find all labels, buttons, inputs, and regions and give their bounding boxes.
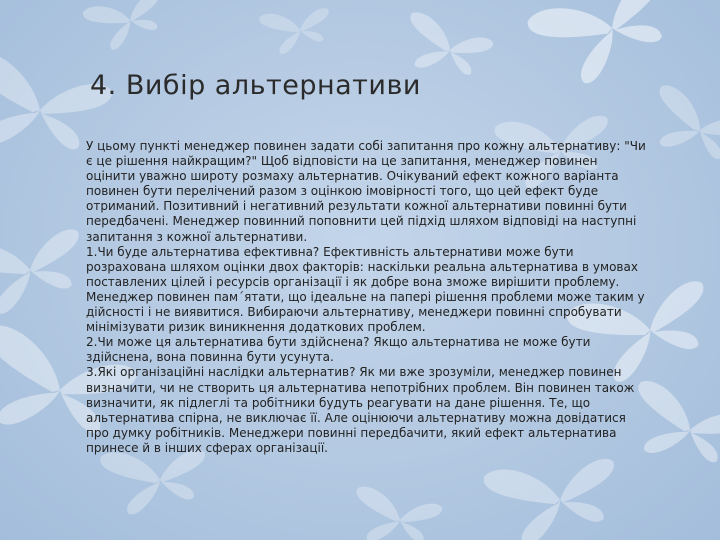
butterfly-icon bbox=[482, 446, 626, 540]
butterfly-icon bbox=[82, 0, 172, 56]
body-paragraph-intro: У цьому пункті менеджер повинен задати собі запитання про кожну альтернативу: "Чи є це рішення найкращим?" Щоб відповісти на це запитання, менеджер повинен оцінити уважно широту розмаху альтернатив. Очікуваний ефект кожного варіанта повинен бути перелічений разом з оцінкою імовірності того, що цей ефект буде отриманий. Позитивний і негативний результати кожної альтернативи повинні бути передбачені. Менеджер повинний поповнити цей підхід шляхом відповіді на наступні запитання з кожної альтернативи. bbox=[86, 139, 646, 244]
butterfly-icon bbox=[0, 217, 93, 321]
butterfly-icon bbox=[259, 1, 336, 57]
slide-title: 4. Вибір альтернативи bbox=[90, 70, 421, 101]
body-paragraph-question-1: 1.Чи буде альтернатива ефективна? Ефективність альтернативи може бути розрахована шляхом оцінки двох факторів: наскільки реальна альтернатива в умовах поставлених цілей і ресурсів організації і як добре вона зможе вирішити проблему. Менеджер повинен пам´ятати, що ідеальне на папері рішення проблеми може таким у дійсності і не виявитися. Вибираючи альтернативу, менеджери повинні спробувати мінімізувати ризик виникнення додаткових проблем. bbox=[86, 244, 645, 335]
slide-body bbox=[86, 139, 646, 456]
slide-content bbox=[86, 70, 646, 456]
butterfly-icon bbox=[350, 485, 444, 540]
body-paragraph-question-2: 2.Чи може ця альтернатива бути здійснена? Якщо альтернатива не може бути здійснена, вона повинна бути усунута. bbox=[86, 335, 591, 365]
butterfly-icon bbox=[642, 83, 720, 171]
body-paragraph-question-3: 3.Які організаційні наслідки альтернатив? Як ми вже зрозуміли, менеджер повинен визначити, чи не створить ця альтернатива непотрібних проблем. Він повинен також визначити, як підлеглі та робітники будуть реагувати на дане рішення. Те, що альтернатива спірна, не виключає її. Але оцінюючи альтернативу можна довідатися про думку робітників. Менеджери повинні передбачити, який ефект альтернатива принесе й в інших сферах організації. bbox=[86, 365, 635, 455]
